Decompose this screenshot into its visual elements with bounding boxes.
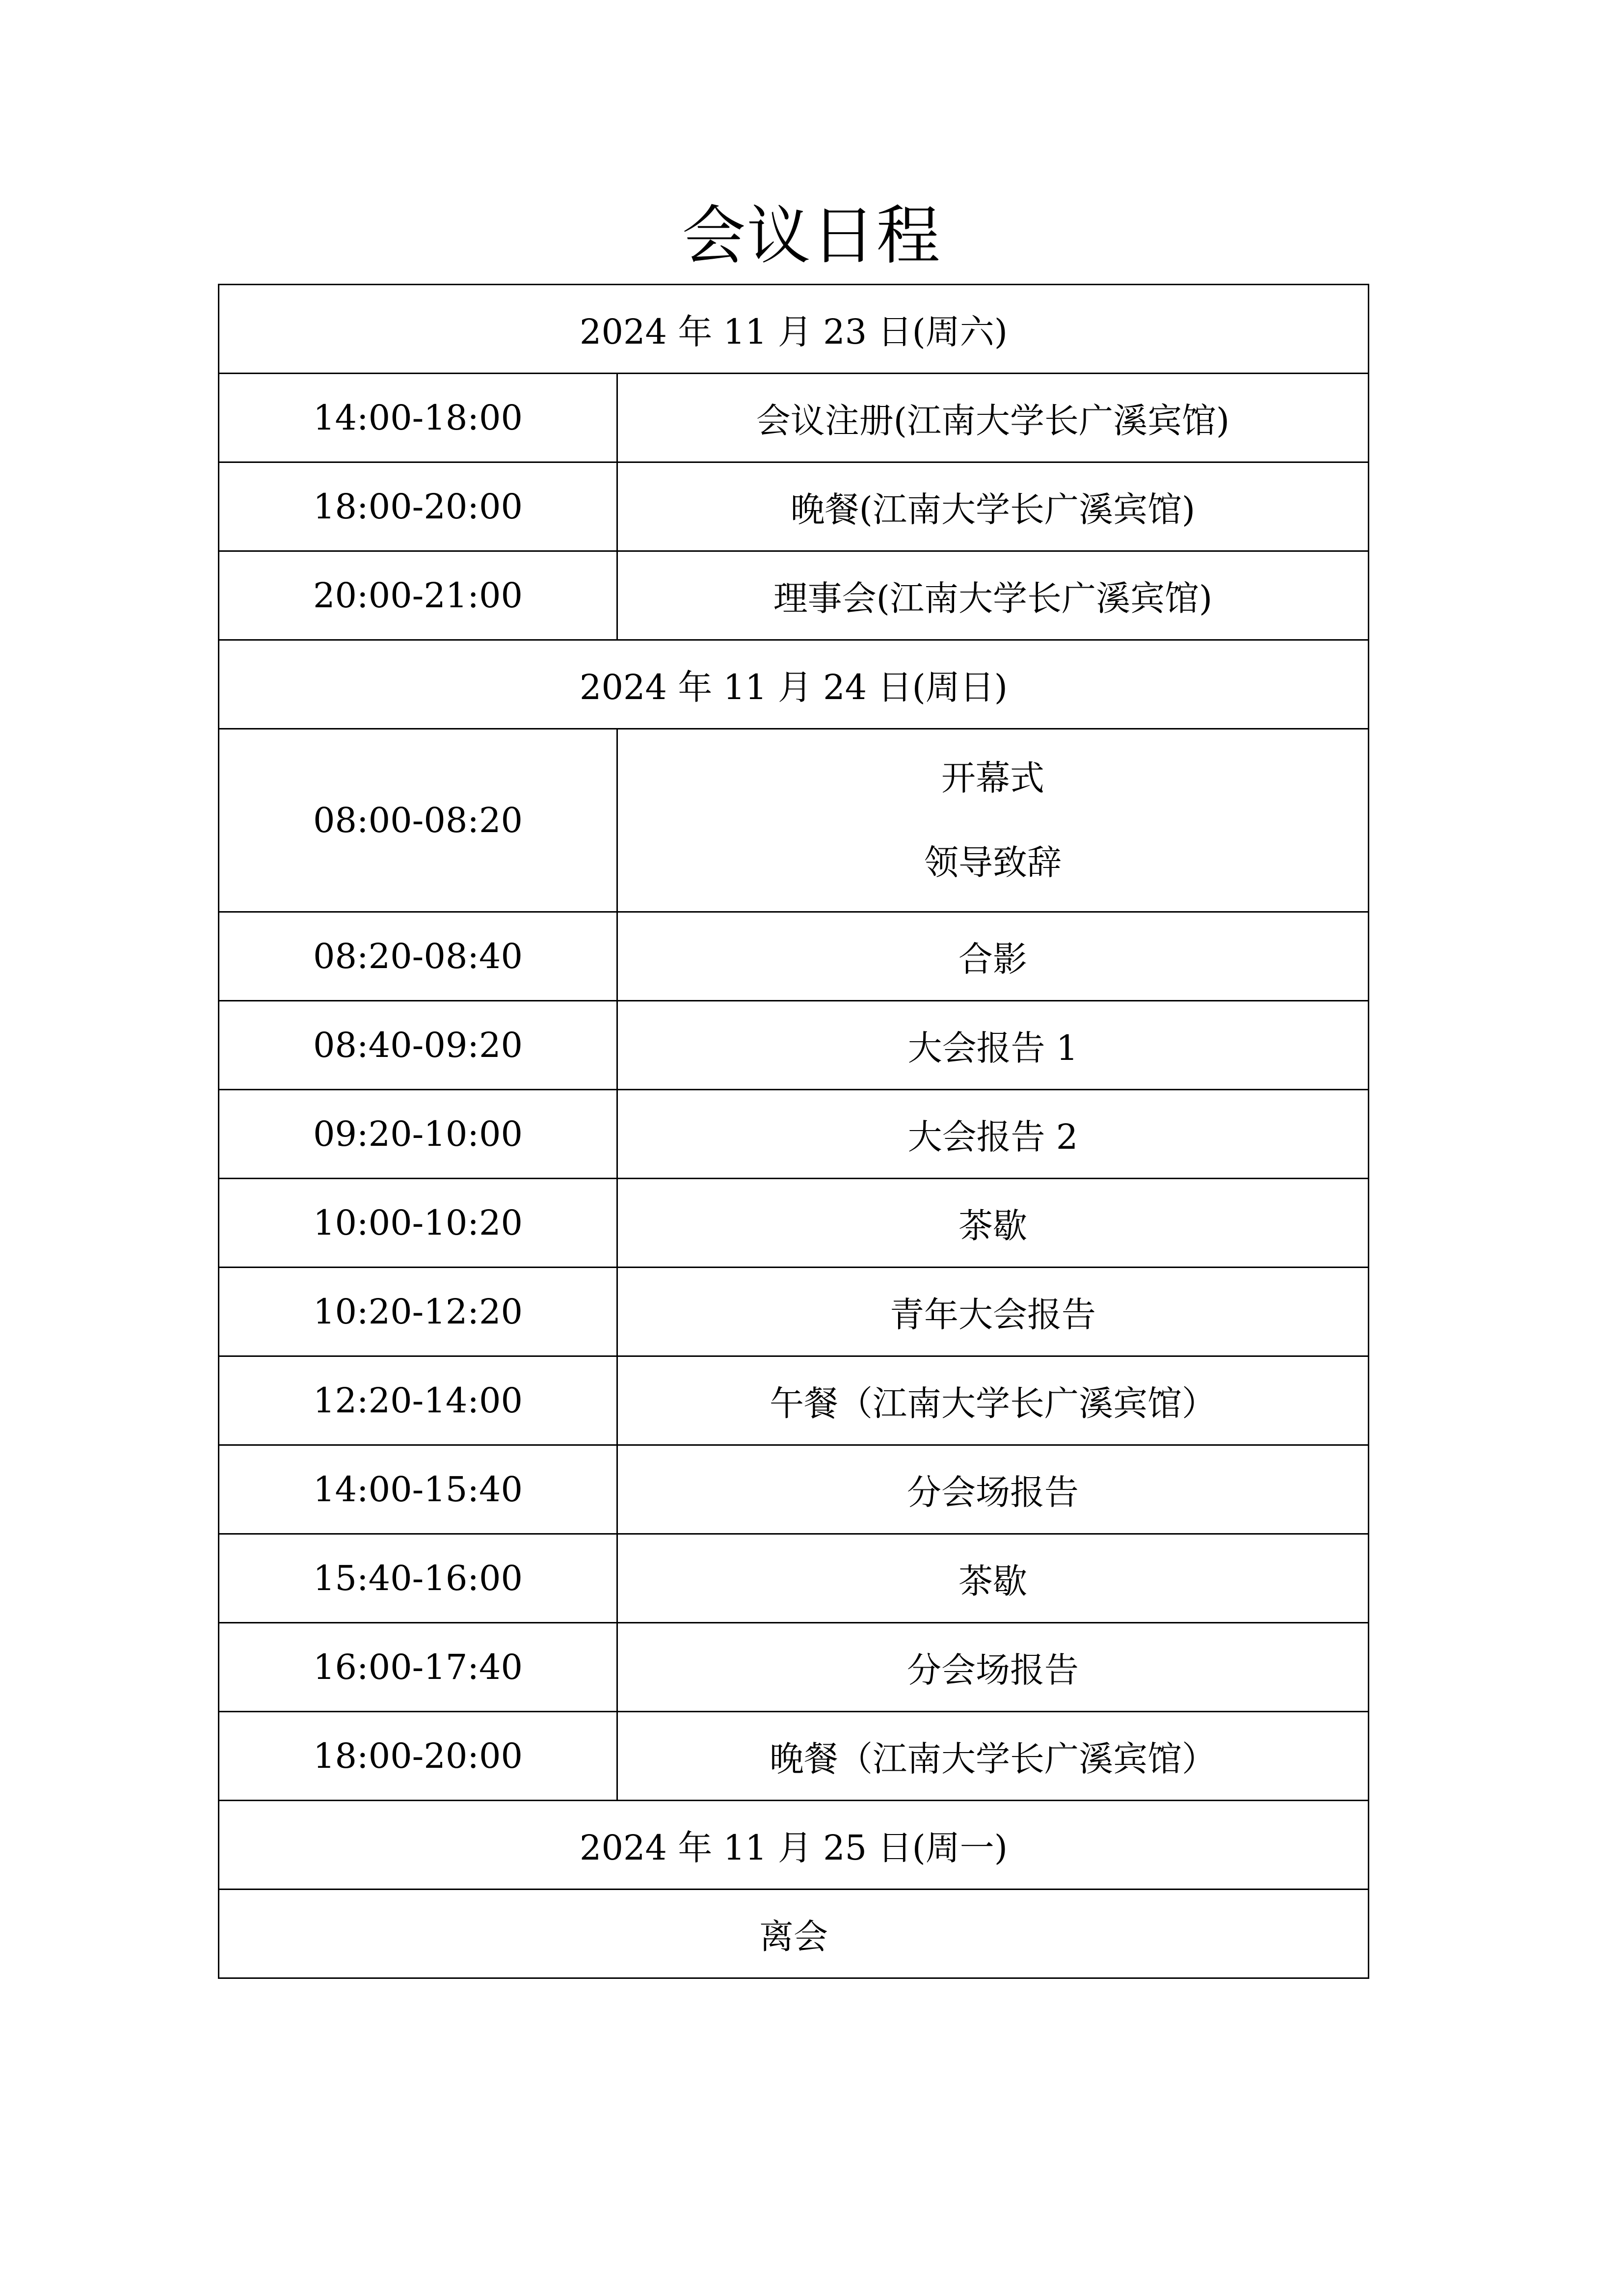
- event-cell: 分会场报告: [617, 1623, 1369, 1712]
- event-cell: 合影: [617, 912, 1369, 1001]
- schedule-row: [219, 1179, 1369, 1268]
- event-cell: 青年大会报告: [617, 1268, 1369, 1356]
- schedule-row: [219, 1623, 1369, 1712]
- time-cell: 08:40-09:20: [219, 1001, 617, 1090]
- schedule-row: [219, 729, 1369, 912]
- time-cell: 18:00-20:00: [219, 462, 617, 551]
- schedule-row: [219, 1090, 1369, 1179]
- time-cell: 20:00-21:00: [219, 551, 617, 640]
- schedule-row: [219, 1268, 1369, 1356]
- time-cell: 18:00-20:00: [219, 1712, 617, 1801]
- time-cell: 10:20-12:20: [219, 1268, 617, 1356]
- schedule-row: [219, 1356, 1369, 1445]
- day-date: 2024 年 11 月 25 日(周一): [219, 1801, 1369, 1890]
- event-cell: 理事会(江南大学长广溪宾馆): [617, 551, 1369, 640]
- schedule-row: [219, 462, 1369, 551]
- schedule-row: [219, 912, 1369, 1001]
- day-header-row: [219, 1801, 1369, 1890]
- schedule-row: [219, 551, 1369, 640]
- time-cell: 16:00-17:40: [219, 1623, 617, 1712]
- time-cell: 10:00-10:20: [219, 1179, 617, 1268]
- schedule-table: [218, 284, 1369, 1979]
- event-cell: 分会场报告: [617, 1445, 1369, 1534]
- schedule-row: [219, 1890, 1369, 1978]
- event-cell: 午餐（江南大学长广溪宾馆）: [617, 1356, 1369, 1445]
- event-cell: 大会报告 2: [617, 1090, 1369, 1179]
- schedule-row: [219, 374, 1369, 462]
- time-cell: 14:00-18:00: [219, 374, 617, 462]
- event-line: 开幕式: [941, 758, 1044, 798]
- day-header-row: [219, 285, 1369, 374]
- event-cell: 离会: [219, 1890, 1369, 1978]
- time-cell: 09:20-10:00: [219, 1090, 617, 1179]
- schedule-row: [219, 1712, 1369, 1801]
- day-header-row: [219, 640, 1369, 729]
- event-cell: 茶歇: [617, 1534, 1369, 1623]
- day-date: 2024 年 11 月 23 日(周六): [219, 285, 1369, 374]
- event-cell: 晚餐(江南大学长广溪宾馆): [617, 462, 1369, 551]
- event-cell: 会议注册(江南大学长广溪宾馆): [617, 374, 1369, 462]
- time-cell: 15:40-16:00: [219, 1534, 617, 1623]
- time-cell: 08:20-08:40: [219, 912, 617, 1001]
- schedule-row: [219, 1534, 1369, 1623]
- time-cell: 12:20-14:00: [219, 1356, 617, 1445]
- time-cell: 14:00-15:40: [219, 1445, 617, 1534]
- event-cell: [617, 729, 1369, 912]
- schedule-row: [219, 1001, 1369, 1090]
- event-cell: 茶歇: [617, 1179, 1369, 1268]
- day-date: 2024 年 11 月 24 日(周日): [219, 640, 1369, 729]
- event-line: 领导致辞: [924, 842, 1062, 883]
- page-title: 会议日程: [682, 198, 941, 273]
- event-cell: 晚餐（江南大学长广溪宾馆）: [617, 1712, 1369, 1801]
- schedule-row: [219, 1445, 1369, 1534]
- time-cell: 08:00-08:20: [219, 729, 617, 912]
- event-cell: 大会报告 1: [617, 1001, 1369, 1090]
